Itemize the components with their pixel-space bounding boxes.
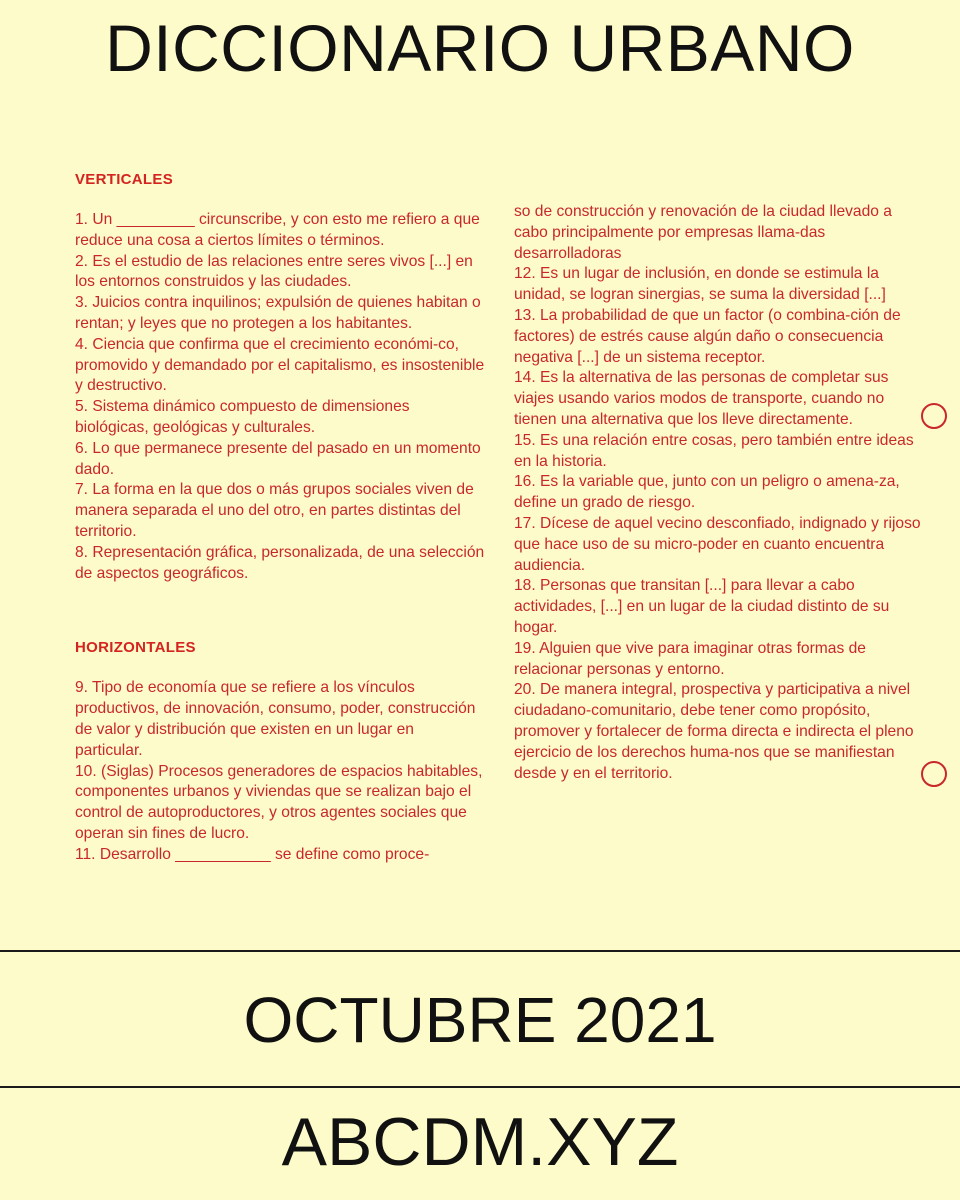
clue-18: 18. Personas que transitan [...] para llevar a cabo actividades, [...] en un lugar de la ciudad distinto de su hogar. (514, 577, 890, 636)
clue-4: 4. Ciencia que confirma que el crecimiento económi-co, promovido y demandado por el capitalismo, es insostenible y destructivo. (75, 335, 485, 395)
clue-17: 17. Dícese de aquel vecino desconfiado, indignado y rijoso que hace uso de su micro-poder en cuanto encuentra audiencia. (514, 514, 921, 574)
page-title: DICCIONARIO URBANO (105, 11, 855, 85)
horizontales-heading: HORIZONTALES (75, 639, 196, 657)
clue-2: 2. Es el estudio de las relaciones entre seres vivos [...] en los entornos construidos y las ciudades. (75, 252, 473, 291)
clue-6: 6. Lo que permanece presente del pasado en un momento dado. (75, 439, 481, 478)
verticales-heading: VERTICALES (75, 171, 174, 188)
clue-11-continued: so de construcción y renovación de la ciudad llevado a cabo principalmente por empresas llama-das desarrolladoras (514, 203, 892, 262)
clue-8: 8. Representación gráfica, personalizada, de una selección de aspectos geográficos. (75, 543, 485, 582)
clue-19: 19. Alguien que vive para imaginar otras formas de relacionar personas y entorno. (514, 639, 866, 678)
clue-3: 3. Juicios contra inquilinos; expulsión de quienes habitan o rentan; y leyes que no protegen a los habitantes. (75, 294, 481, 332)
clue-12: 12. Es un lugar de inclusión, en donde se estimula la unidad, se logran sinergias, se suma la diversidad [...] (514, 265, 886, 304)
clue-1: 1. Un _________ circunscribe, y con esto me refiero a que reduce una cosa a ciertos límites o términos. (75, 211, 480, 249)
divider-bottom (0, 1086, 960, 1088)
clue-14: 14. Es la alternativa de las personas de completar sus viajes usando varios modos de transporte, cuando no tienen una alternativa que los lleve directamente. (514, 369, 889, 428)
circle-marker-icon (921, 761, 947, 787)
clue-15: 15. Es una relación entre cosas, pero también entre ideas en la historia. (514, 431, 914, 470)
verticales-clue-list (75, 210, 485, 584)
horizontales-clue-list (75, 678, 485, 865)
clue-16: 16. Es la variable que, junto con un peligro o amena-za, define un grado de riesgo. (514, 473, 900, 512)
circle-marker-icon (921, 403, 947, 429)
website-link[interactable]: ABCDM.XYZ (281, 1104, 679, 1180)
clue-9: 9. Tipo de economía que se refiere a los vínculos productivos, de innovación, consumo, poder, construcción de valor y distribución que existen en un lugar en particular. (75, 679, 476, 759)
clue-5: 5. Sistema dinámico compuesto de dimensiones biológicas, geológicas y culturales. (75, 398, 410, 436)
issue-date: OCTUBRE 2021 (243, 984, 717, 1056)
divider-top (0, 950, 960, 952)
left-column (75, 170, 485, 866)
clue-7: 7. La forma en la que dos o más grupos sociales viven de manera separada el uno del otro, en partes distintas del territorio. (75, 481, 474, 540)
clue-13: 13. La probabilidad de que un factor (o combina-ción de factores) de estrés cause algún daño o consecuencia negativa [...] de un sistema receptor. (514, 306, 901, 366)
clue-10: 10. (Siglas) Procesos generadores de espacios habitables, componentes urbanos y viviendas que se realizan bajo el control de autoproductores, y otros agentes sociales que operan sin fines de lucro. (75, 762, 483, 842)
right-column (514, 202, 924, 784)
clue-11: 11. Desarrollo ___________ se define como proce- (75, 845, 430, 863)
clue-20: 20. De manera integral, prospectiva y participativa a nivel ciudadano-comunitario, debe tener como propósito, promover y fortalecer de forma directa e indirecta el pleno ejercicio de los derechos huma-nos que se manifiestan desde y en el territorio. (514, 681, 914, 782)
